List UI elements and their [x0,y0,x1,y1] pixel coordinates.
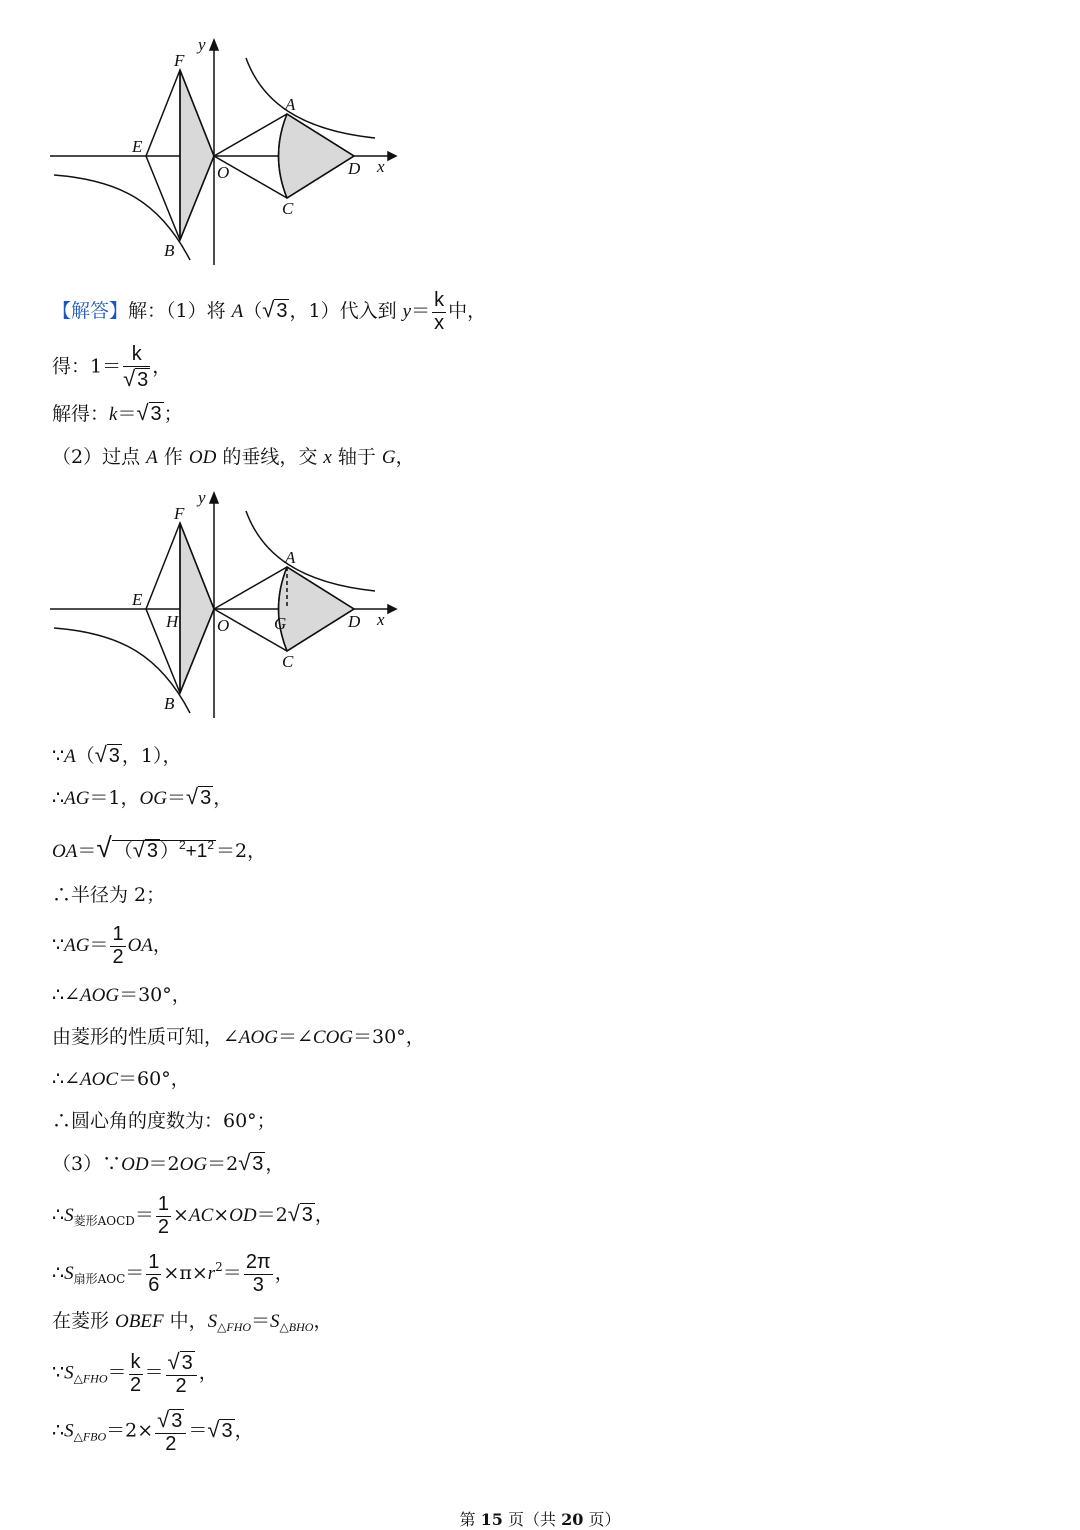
fraction-k-over-2: $\frac{k}{2}$ [129,1350,142,1396]
sqrt-3: √ 3 [207,1416,233,1442]
fraction-one-sixth: $\frac{1}{6}$ [148,1251,160,1296]
solution-line-15: $\therefore S_{菱形AOCD}=$ $\frac{1}{2}$ ×AC×OD＝2√ 3 ， [52,1193,334,1238]
label-x: x [377,157,385,176]
solution-line-2: 得：1＝ $\frac{k}{√ 3}$ ， [52,343,172,391]
label-y: y [198,35,206,54]
label-C: C [282,652,294,671]
sector-aoc-shaded [279,114,355,198]
page-footer: 第 15 页（共 20 页） [459,1510,621,1529]
label-O: O [217,616,230,635]
solution-line-12: ∴∠AOC＝60°， [52,1068,190,1090]
solution-line-6: ∴AG＝1，OG＝√ 3 ， [52,784,233,809]
answer-tag: 【解答】 [52,300,129,322]
sqrt-3: √ 3 [185,784,212,809]
solution-line-11: 由菱形的性质可知，∠AOG＝∠COG＝30°， [52,1026,425,1048]
solution-line-16: $\therefore S_{扇形AOC}=$ $\frac{1}{6}$ $\times\pi\times r^2=$ $\frac{2\pi}{3}$ ， [52,1251,294,1296]
solution-line-10: ∴∠AOG＝30°， [52,984,191,1006]
fraction-one-half: $\frac{1}{2}$ [112,923,124,968]
label-G: G [274,614,287,633]
sqrt-3: √ 3 [94,742,120,767]
fraction-two-pi-over-three: $\frac{2\pi}{3}$ [245,1251,271,1296]
label-H: H [166,612,179,631]
label-D: D [348,159,361,178]
solution-line-19: $\therefore S_{\triangle FBO}=2\times$ $\frac{√ 3}{2}$ ＝√ 3 ， [52,1407,254,1455]
figure-2 [40,483,400,723]
total-pages: 20 [561,1510,584,1529]
label-A: A [285,95,296,114]
label-A: A [285,548,296,567]
label-B: B [164,694,175,713]
solution-line-18: $\because S_{\triangle FHO}=$ $\frac{k}{2}$ ＝ $\frac{√ 3}{2}$ ， [52,1349,218,1397]
label-E: E [132,137,143,156]
solution-line-1: 【解答】解：（1）将 A（√ 3 ，1）代入到 y＝ $\frac{k}{x}$ 中， [52,289,487,334]
fraction-k-over-sqrt3: $\frac{k}{√ 3}$ [123,343,149,391]
sqrt-3: √ 3 [238,1150,264,1175]
figure-1 [40,30,400,270]
sqrt-3: √ 3 [136,400,162,425]
solution-line-4: （2）过点 A 作 OD 的垂线，交 x 轴于 G， [52,446,415,468]
solution-line-13: ∴圆心角的度数为：60°； [52,1110,276,1132]
label-y: y [198,488,206,507]
sqrt-3: √ 3 [262,297,288,322]
x-axis-arrow [388,152,396,160]
solution-line-9: ∵AG＝ $\frac{1}{2}$ OA， [52,923,172,968]
label-D: D [348,612,361,631]
solution-line-3: 解得：k＝√ 3 ； [52,400,183,425]
y-axis-arrow [210,493,218,503]
label-F: F [174,504,185,523]
label-x: x [377,610,385,629]
solution-line-17: 在菱形 OBEF 中，$S_{\triangle FHO}=S_{\triangle BHO}$， [52,1310,333,1334]
current-page: 15 [480,1510,503,1529]
rhombus-obef-shaded [180,70,214,240]
fraction-sqrt3-over-2: $\frac{√ 3}{2}$ [155,1408,186,1455]
solution-line-5: ∵A（√ 3 ，1）， [52,742,182,767]
fraction-sqrt3-over-2: $\frac{√ 3}{2}$ [166,1350,197,1397]
sqrt-3: √ 3 [287,1201,313,1226]
solution-line-14: （3）∵OD＝2OG＝2√ 3 ， [52,1150,285,1175]
sector-aoc-shaded [279,567,355,651]
label-E: E [132,590,143,609]
label-B: B [164,241,175,260]
label-F: F [174,51,185,70]
sqrt-outer: √ （√ 3 ）$^2+1^2$ [96,832,214,863]
label-O: O [217,163,230,182]
x-axis-arrow [388,605,396,613]
label-C: C [282,199,294,218]
solution-line-7: OA＝√ （√ 3 ）$^2+1^2 =2$， [52,832,267,863]
y-axis-arrow [210,40,218,50]
fraction-k-over-x: $\frac{k}{x}$ [434,289,445,334]
rhombus-obef-shaded [180,523,214,693]
fraction-one-half: $\frac{1}{2}$ [157,1193,170,1238]
solution-line-8: ∴半径为 2； [52,884,166,906]
